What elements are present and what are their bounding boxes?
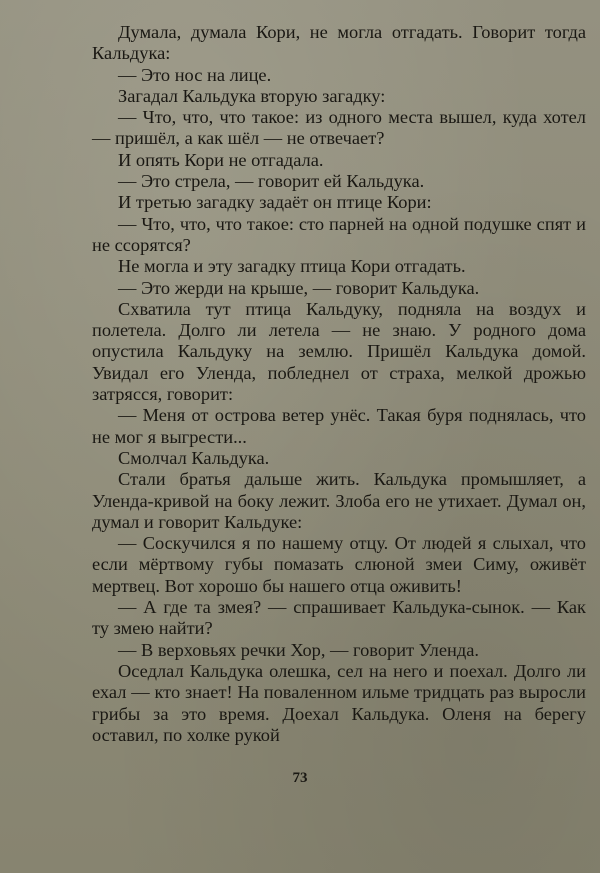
paragraph: — Это нос на лице. bbox=[118, 64, 272, 85]
paragraph: Смолчал Кальдука. bbox=[118, 447, 270, 468]
paragraph: — Это стрела, — говорит ей Кальдука. bbox=[118, 171, 425, 192]
paragraph: — В верховьях речки Хор, — говорит Уленда. bbox=[118, 639, 479, 660]
paragraph: — Что, что, что такое: из одного места вышел, куда хотел — пришёл, а как шёл — не отвечает? bbox=[92, 107, 586, 149]
paragraph: Стали братья дальше жить. Кальдука промышляет, а Уленда-кривой на боку лежит. Злоба его не утихает. Думал он, думал и говорит Кальдуке: bbox=[92, 469, 586, 532]
paragraph: — Соскучился я по нашему отцу. От людей я слыхал, что если мёртвому губы помазать слюной змеи Симу, оживёт мертвец. Вот хорошо бы нашего отца оживить! bbox=[92, 533, 586, 596]
paragraph: Схватила тут птица Кальдуку, подняла на воздух и полетела. Долго ли летела — не знаю. У родного дома опустила Кальдуку на землю. Пришёл Кальдука домой. Увидал его Уленда, побледнел от страха, мелкой дрожью затрясся, говорит: bbox=[92, 298, 586, 405]
paragraph: — А где та змея? — спрашивает Кальдука-сынок. — Как ту змею найти? bbox=[92, 597, 586, 639]
paragraph: И третью загадку задаёт он птице Кори: bbox=[118, 192, 432, 213]
paragraph: — Меня от острова ветер унёс. Такая буря поднялась, что не мог я выгрести... bbox=[92, 405, 586, 447]
paragraph: Оседлал Кальдука олешка, сел на него и поехал. Долго ли ехал — кто знает! На поваленном ильме тридцать раз выросли грибы за это время. Доехал Кальдука. Оленя на берегу оставил, по холке рукой bbox=[92, 660, 586, 745]
page-number: 73 bbox=[292, 770, 308, 786]
paragraph: И опять Кори не отгадала. bbox=[118, 149, 324, 170]
paragraph: — Это жерди на крыше, — говорит Кальдука. bbox=[118, 277, 480, 298]
paragraph: — Что, что, что такое: сто парней на одной подушке спят и не ссорятся? bbox=[92, 213, 586, 255]
page-text bbox=[92, 22, 586, 746]
paragraph: Думала, думала Кори, не могла отгадать. Говорит тогда Кальдука: bbox=[92, 22, 586, 64]
paragraph: Не могла и эту загадку птица Кори отгадать. bbox=[118, 256, 466, 277]
paragraph: Загадал Кальдука вторую загадку: bbox=[118, 85, 386, 106]
